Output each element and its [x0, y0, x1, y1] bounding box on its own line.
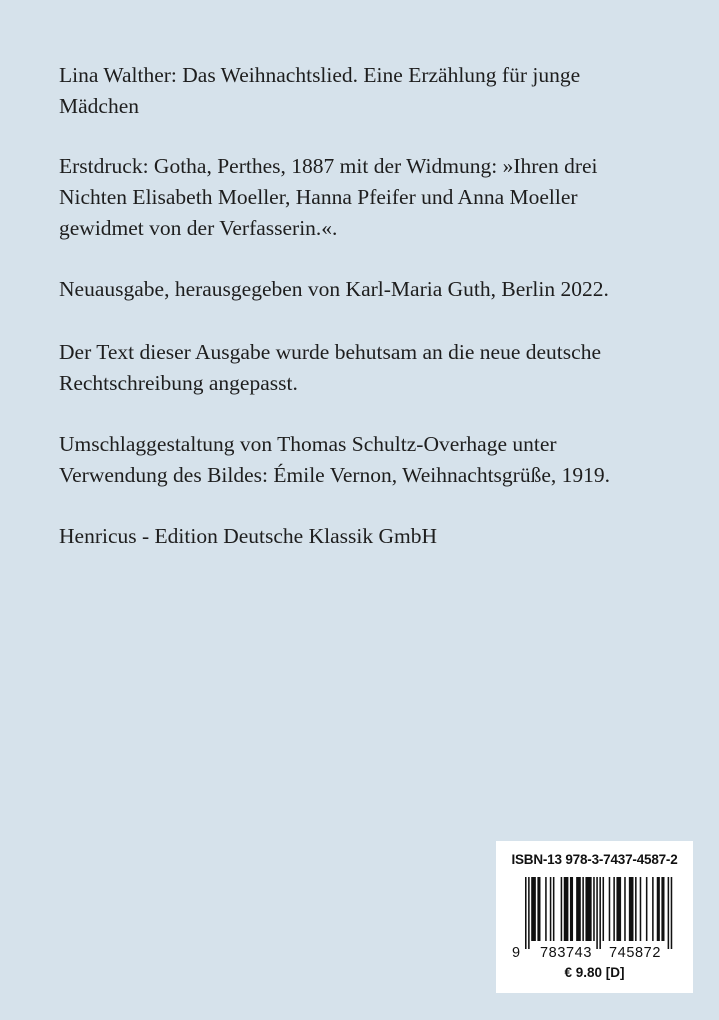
barcode-bar: [609, 877, 611, 941]
barcode-bar: [582, 877, 584, 941]
barcode-bar: [525, 877, 527, 949]
first-edition-line-1: Erstdruck: Gotha, Perthes, 1887 mit der Widmung: »Ihren drei: [59, 154, 598, 178]
barcode-bar: [668, 877, 670, 949]
publisher-line-1: Henricus - Edition Deutsche Klassik GmbH: [59, 524, 437, 548]
orthography-paragraph: [59, 337, 679, 399]
first-edition-line-3: gewidmet von der Verfasserin.«.: [59, 216, 338, 240]
new-edition-paragraph: [59, 274, 679, 305]
first-edition-line-2: Nichten Elisabeth Moeller, Hanna Pfeifer und Anna Moeller: [59, 185, 578, 209]
orthography-line-2: Rechtschreibung angepasst.: [59, 371, 298, 395]
barcode-bar: [570, 877, 573, 941]
barcode-bar: [561, 877, 563, 941]
barcode-bar: [531, 877, 536, 941]
cover-design-line-1: Umschlaggestaltung von Thomas Schultz-Overhage unter: [59, 432, 557, 456]
barcode-bar: [596, 877, 598, 949]
barcode-graphic: [510, 877, 680, 959]
barcode-bar: [603, 877, 605, 941]
barcode-bar: [576, 877, 581, 941]
barcode-bar: [652, 877, 654, 941]
barcode-bar: [629, 877, 634, 941]
barcode-bar: [657, 877, 660, 941]
isbn-label: ISBN-13 978-3-7437-4587-2: [511, 852, 678, 867]
barcode-bar: [599, 877, 601, 949]
cover-design-paragraph: [59, 429, 679, 491]
title-line-1: Lina Walther: Das Weihnachtslied. Eine Erzählung für junge: [59, 63, 581, 87]
barcode-digits-left: 783743: [540, 945, 592, 959]
barcode-bar: [661, 877, 664, 941]
barcode-bar: [550, 877, 552, 941]
title-line-2: Mädchen: [59, 94, 139, 118]
barcode-bar: [585, 877, 591, 941]
barcode-bar: [640, 877, 642, 941]
barcode-bar: [613, 877, 615, 941]
barcode-bar: [593, 877, 595, 941]
publisher-paragraph: [59, 521, 679, 552]
price-label: € 9.80 [D]: [564, 965, 625, 980]
barcode-digit-first: 9: [512, 945, 521, 959]
barcode-bar: [545, 877, 547, 941]
cover-design-line-2: Verwendung des Bildes: Émile Vernon, Weihnachtsgrüße, 1919.: [59, 463, 611, 487]
barcode-bars: [525, 877, 672, 949]
barcode-bar: [553, 877, 555, 941]
barcode-bar: [671, 877, 673, 949]
barcode-bar: [635, 877, 637, 941]
orthography-line-1: Der Text dieser Ausgabe wurde behutsam an die neue deutsche: [59, 340, 601, 364]
barcode-bar: [616, 877, 621, 941]
barcode-digits-right: 745872: [609, 945, 661, 959]
first-edition-paragraph: [59, 151, 679, 244]
barcode-bar: [624, 877, 626, 941]
barcode-bar: [564, 877, 569, 941]
barcode-bar: [528, 877, 530, 949]
barcode-bar: [537, 877, 540, 941]
barcode-bar: [646, 877, 648, 941]
title-paragraph: [59, 60, 679, 122]
isbn-barcode-box: [496, 841, 693, 993]
new-edition-line-1: Neuausgabe, herausgegeben von Karl-Maria Guth, Berlin 2022.: [59, 277, 609, 301]
